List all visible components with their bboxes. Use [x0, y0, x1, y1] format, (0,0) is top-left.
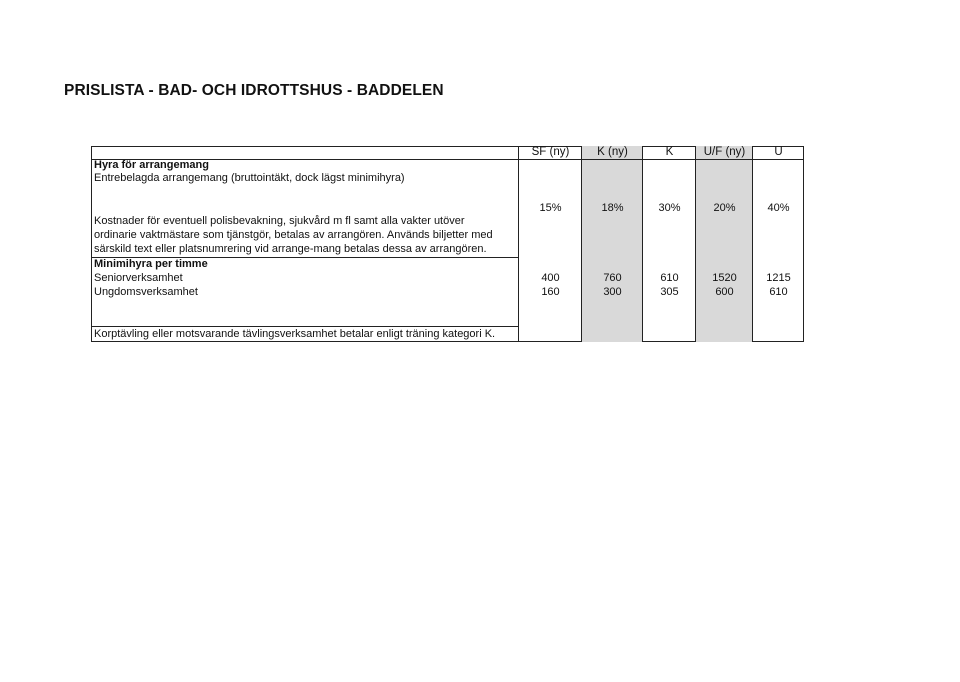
table-cell: 160 [541, 286, 560, 298]
section-heading-minimihyra: Minimihyra per timme [94, 258, 208, 270]
table-cell: 610 [660, 272, 679, 284]
value-percent-k-ny: 18% [601, 202, 624, 214]
value-percent-k: 30% [658, 202, 681, 214]
table-cell: 610 [769, 286, 788, 298]
table-cell: 1520 [712, 272, 737, 284]
cost-paragraph-line-2: ordinarie vaktmästare som tjänstgör, betalas av arrangören. Används biljetter med [94, 229, 493, 241]
column-sf-ny [519, 146, 582, 342]
column-uf-ny [696, 146, 753, 342]
row-label-senior: Seniorverksamhet [94, 272, 183, 284]
header-u: U [774, 146, 783, 158]
header-sf-ny: SF (ny) [531, 146, 570, 158]
header-k: K [665, 146, 674, 158]
section-heading-arrangemang: Hyra för arrangemang [94, 159, 209, 171]
cost-paragraph-line-1: Kostnader för eventuell polisbevakning, sjukvård m fl samt alla vakter utöver [94, 215, 465, 227]
cost-paragraph-line-3: särskild text eller platsnumrering vid arrange-mang betalas dessa av arrangören. [94, 243, 487, 255]
table-cell: 1215 [766, 272, 791, 284]
footer-note: Korptävling eller motsvarande tävlingsverksamhet betalar enligt träning kategori K. [94, 328, 496, 340]
footer-rule [91, 326, 519, 327]
value-percent-uf-ny: 20% [713, 202, 736, 214]
table-cell: 600 [715, 286, 734, 298]
entrebelagda-line: Entrebelagda arrangemang (bruttointäkt, dock lägst minimihyra) [94, 172, 405, 184]
table-cell: 300 [603, 286, 622, 298]
column-k-ny [582, 146, 643, 342]
page-title: PRISLISTA - BAD- OCH IDROTTSHUS - BADDELEN [64, 82, 444, 99]
row-label-ungdom: Ungdomsverksamhet [94, 286, 198, 298]
column-k [643, 146, 696, 342]
header-k-ny: K (ny) [597, 146, 628, 158]
value-percent-sf-ny: 15% [539, 202, 562, 214]
header-uf-ny: U/F (ny) [703, 146, 746, 158]
table-cell: 400 [541, 272, 560, 284]
column-u [753, 146, 804, 342]
table-cell: 760 [603, 272, 622, 284]
value-percent-u: 40% [767, 202, 790, 214]
table-cell: 305 [660, 286, 679, 298]
